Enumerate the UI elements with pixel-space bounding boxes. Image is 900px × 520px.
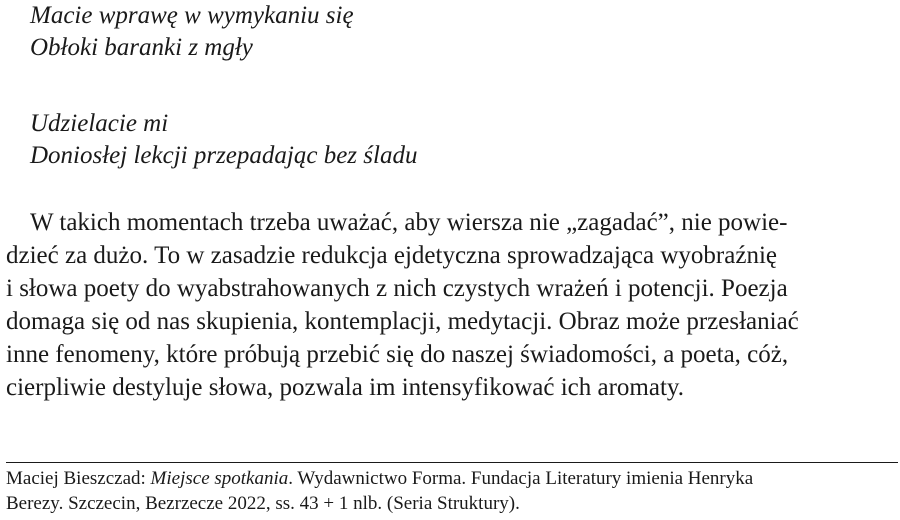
poem-line: Obłoki baranki z mgły: [30, 34, 253, 61]
footnote-line-1: [6, 466, 898, 491]
poem-stanza-1: [30, 0, 354, 64]
paragraph-line: domaga się od nas skupienia, kontemplacji, medytacji. Obraz może przesłaniać: [6, 308, 799, 335]
footnote-line-2: Berezy. Szczecin, Bezrzecze 2022, ss. 43 + 1 nlb. (Seria Struktury).: [6, 493, 520, 514]
paragraph-line: inne fenomeny, które próbują przebić się do naszej świadomości, a poeta, cóż,: [6, 341, 789, 368]
paragraph-line: i słowa poety do wyabstrahowanych z nich czystych wrażeń i potencji. Poezja: [6, 275, 788, 302]
bibliographic-footnote: [6, 466, 898, 516]
footnote-book-title: Miejsce spotkania: [150, 468, 289, 489]
poem-line: Doniosłej lekcji przepadając bez śladu: [30, 142, 418, 169]
paragraph-line: dzieć za dużo. To w zasadzie redukcja ejdetyczna sprowadzająca wyobraźnię: [6, 242, 777, 269]
poem-line: Macie wprawę w wymykaniu się: [30, 2, 354, 29]
poem-line: Udzielacie mi: [30, 110, 169, 137]
paragraph-line: W takich momentach trzeba uważać, aby wiersza nie „zagadać”, nie powie-: [30, 209, 788, 236]
footnote-publisher: . Wydawnictwo Forma. Fundacja Literatury imienia Henryka: [288, 468, 754, 489]
footnote-author: Maciej Bieszczad:: [6, 468, 151, 489]
poem-stanza-2: [30, 108, 417, 172]
footnote-divider: [6, 462, 898, 463]
paragraph-line: cierpliwie destyluje słowa, pozwala im intensyfikować ich aromaty.: [6, 374, 685, 401]
commentary-paragraph: [6, 206, 898, 404]
